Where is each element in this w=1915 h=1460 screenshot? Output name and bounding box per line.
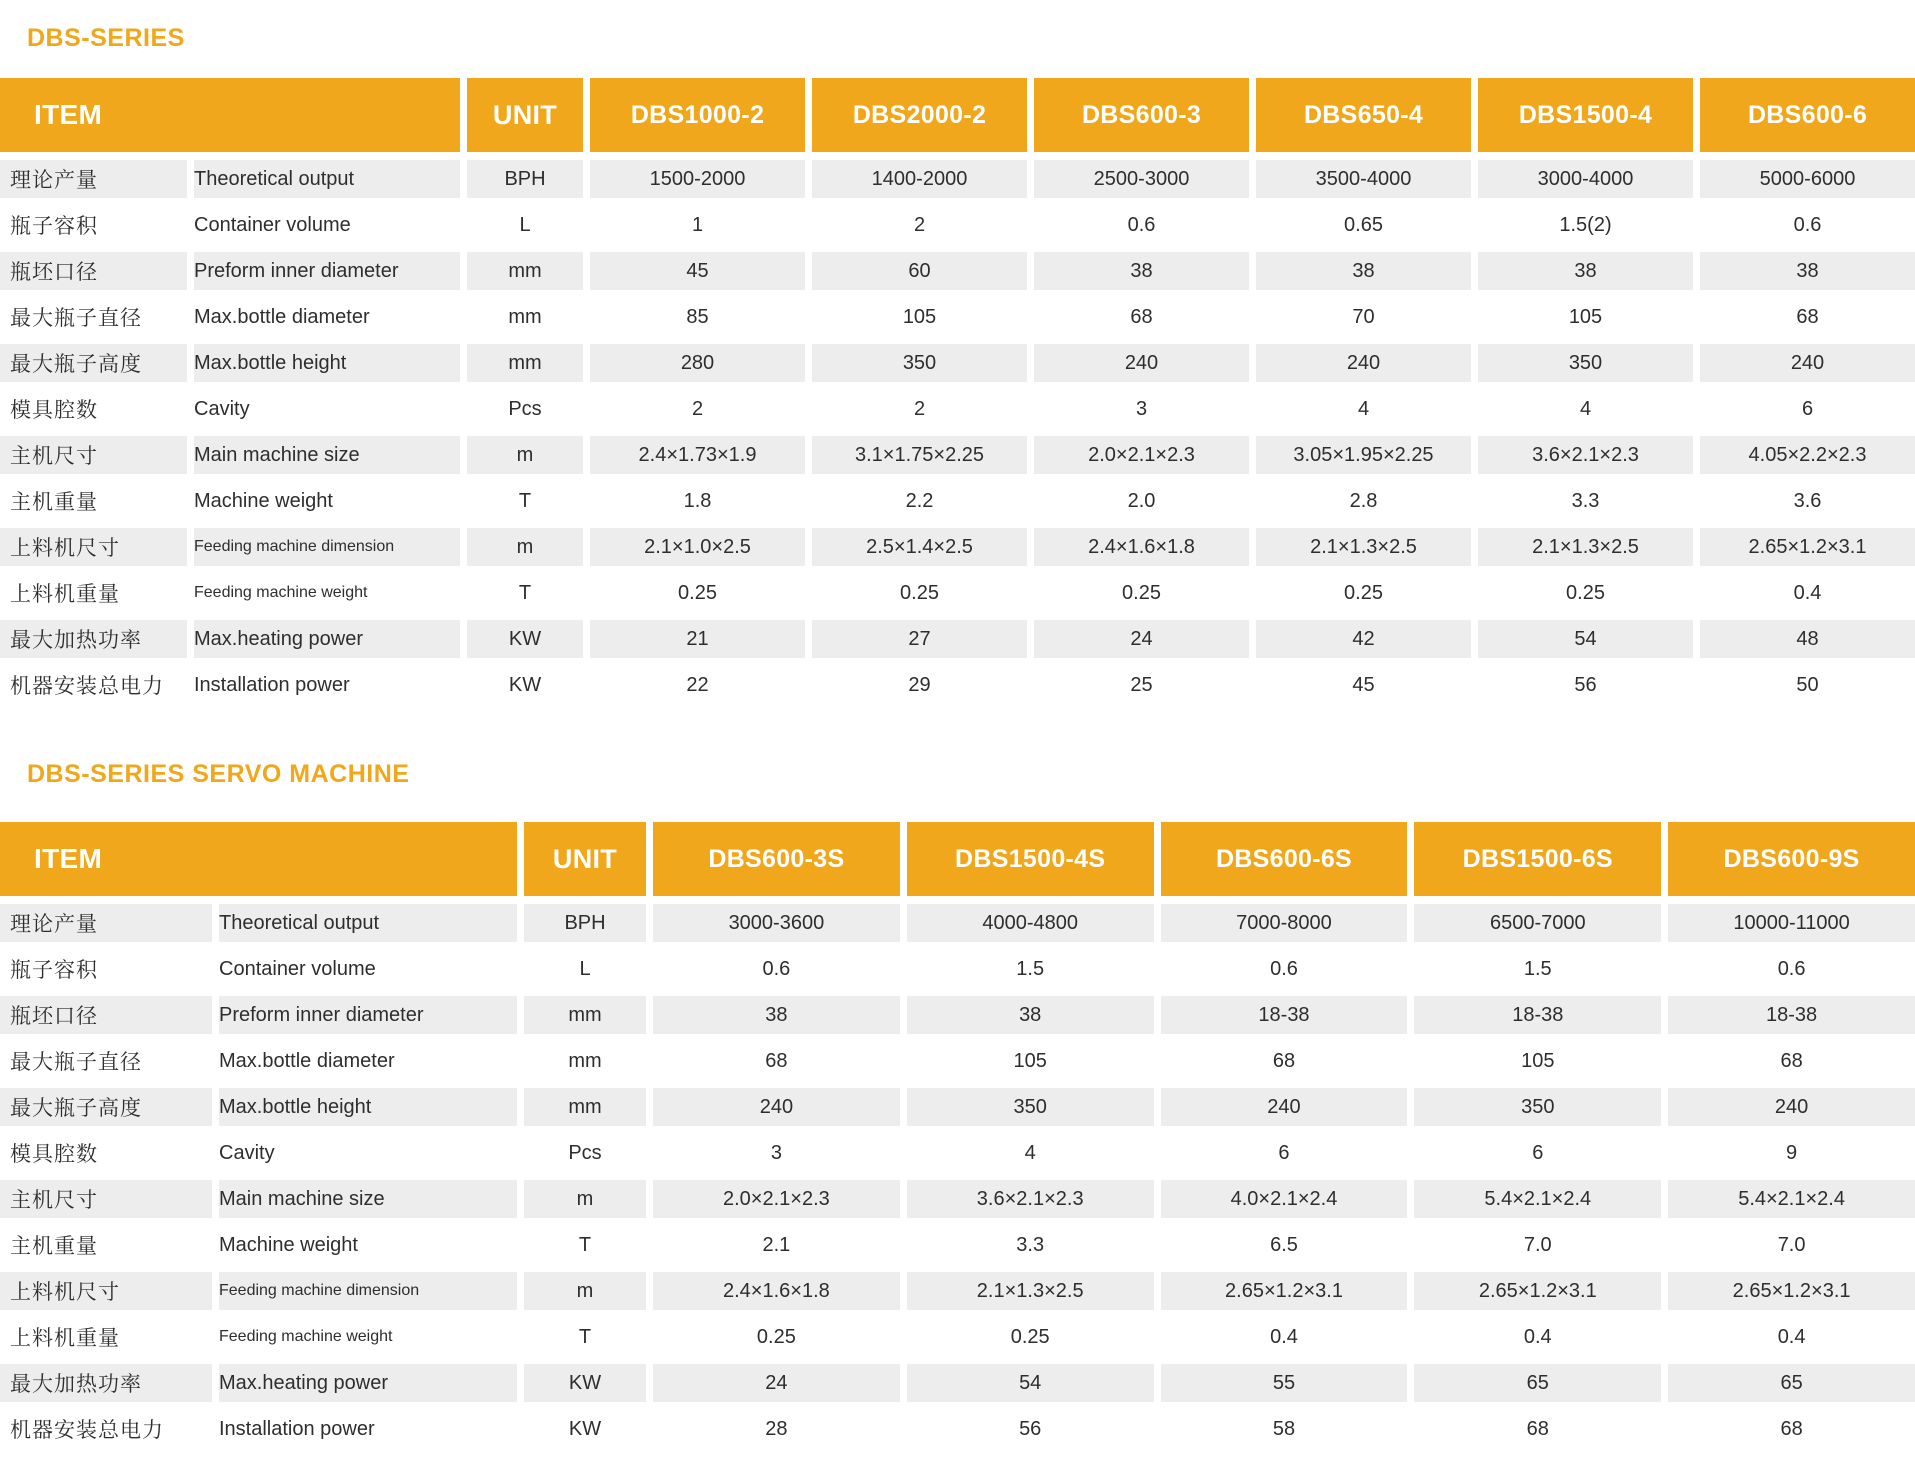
value-cell: 2.65×1.2×3.1	[1668, 1272, 1915, 1310]
value-cell: 7.0	[1523, 1233, 1552, 1256]
unit-cell: L	[519, 213, 531, 236]
value-cell: 240	[1668, 1088, 1915, 1126]
unit-cell: KW	[508, 673, 542, 696]
item-label-zh: 主机尺寸	[0, 436, 187, 474]
value-cell: 18-38	[1161, 996, 1408, 1034]
value-cell: 68	[1796, 305, 1819, 328]
item-label-zh: 主机尺寸	[0, 1180, 212, 1218]
value-cell: 29	[908, 673, 931, 696]
value-cell: 54	[1478, 620, 1693, 658]
value-cell: 3000-4000	[1478, 160, 1693, 198]
value-cell: 38	[653, 996, 900, 1034]
item-label-zh: 上料机重量	[10, 583, 120, 606]
unit-cell: BPH	[524, 904, 646, 942]
value-cell: 6	[1801, 397, 1814, 420]
value-cell: 2	[691, 397, 704, 420]
value-cell: 2.65×1.2×3.1	[1700, 528, 1915, 566]
value-cell: 0.25	[900, 581, 939, 604]
item-label-zh: 机器安装总电力	[10, 675, 164, 698]
unit-cell: T	[518, 489, 532, 512]
value-cell: 27	[812, 620, 1027, 658]
value-cell: 2.0	[1127, 489, 1156, 512]
item-label-en: Feeding machine dimension	[194, 528, 460, 566]
item-label-en: Preform inner diameter	[194, 252, 460, 290]
item-label-en: Max.heating power	[194, 620, 460, 658]
value-cell: 3	[770, 1141, 782, 1164]
item-label-en: Container volume	[219, 957, 376, 980]
item-label-en: Main machine size	[194, 436, 460, 474]
item-label-zh: 模具腔数	[10, 1143, 98, 1166]
unit-cell: KW	[568, 1417, 602, 1440]
item-label-en: Theoretical output	[219, 904, 517, 942]
unit-cell: T	[578, 1325, 592, 1348]
value-cell: 2.1×1.3×2.5	[1256, 528, 1471, 566]
value-cell: 45	[590, 252, 805, 290]
unit-cell: L	[579, 957, 591, 980]
item-label-en: Installation power	[194, 673, 350, 696]
model-header-cell: DBS2000-2	[812, 78, 1027, 152]
value-cell: 1.5	[1523, 957, 1552, 980]
model-header-cell: DBS1500-4S	[907, 822, 1154, 896]
item-label-en: Theoretical output	[194, 160, 460, 198]
value-cell: 68	[1780, 1417, 1803, 1440]
model-header-cell: DBS600-9S	[1668, 822, 1915, 896]
model-header-cell: DBS600-3S	[653, 822, 900, 896]
value-cell: 1.5	[1016, 957, 1045, 980]
item-label-en: Preform inner diameter	[219, 996, 517, 1034]
value-cell: 0.25	[1010, 1325, 1050, 1348]
value-cell: 6500-7000	[1414, 904, 1661, 942]
item-label-zh: 理论产量	[0, 904, 212, 942]
value-cell: 0.4	[1777, 1325, 1806, 1348]
value-cell: 3.6	[1793, 489, 1822, 512]
value-cell: 3	[1135, 397, 1148, 420]
value-cell: 240	[1256, 344, 1471, 382]
model-header-cell: DBS600-6	[1700, 78, 1915, 152]
value-cell: 3.05×1.95×2.25	[1256, 436, 1471, 474]
unit-cell: m	[467, 528, 583, 566]
value-cell: 4	[1024, 1141, 1036, 1164]
value-cell: 68	[1272, 1049, 1296, 1072]
unit-cell: Pcs	[508, 397, 542, 420]
value-cell: 65	[1414, 1364, 1661, 1402]
value-cell: 3.6×2.1×2.3	[907, 1180, 1154, 1218]
value-cell: 0.4	[1523, 1325, 1552, 1348]
unit-cell: BPH	[467, 160, 583, 198]
unit-cell: m	[524, 1272, 646, 1310]
item-label-zh: 机器安装总电力	[10, 1419, 164, 1442]
unit-cell: mm	[508, 305, 542, 328]
item-label-en: Main machine size	[219, 1180, 517, 1218]
item-label-en: Feeding machine dimension	[219, 1272, 517, 1310]
item-label-en: Max.bottle height	[219, 1088, 517, 1126]
value-cell: 350	[1414, 1088, 1661, 1126]
value-cell: 3000-3600	[653, 904, 900, 942]
value-cell: 240	[1700, 344, 1915, 382]
value-cell: 1	[691, 213, 704, 236]
model-header-cell: DBS650-4	[1256, 78, 1471, 152]
unit-cell: mm	[467, 344, 583, 382]
value-cell: 38	[1256, 252, 1471, 290]
value-cell: 56	[1574, 673, 1597, 696]
value-cell: 0.4	[1793, 581, 1822, 604]
value-cell: 240	[653, 1088, 900, 1126]
value-cell: 56	[1019, 1417, 1042, 1440]
unit-cell: T	[578, 1233, 592, 1256]
value-cell: 4	[1579, 397, 1592, 420]
value-cell: 55	[1161, 1364, 1408, 1402]
value-cell: 0.25	[678, 581, 717, 604]
value-cell: 2.4×1.6×1.8	[1034, 528, 1249, 566]
value-cell: 0.25	[1344, 581, 1383, 604]
value-cell: 350	[812, 344, 1027, 382]
value-cell: 68	[1130, 305, 1153, 328]
item-label-zh: 理论产量	[0, 160, 187, 198]
item-label-zh: 瓶子容积	[10, 215, 98, 238]
item-label-en: Max.bottle diameter	[219, 1049, 395, 1072]
table1-title: DBS-SERIES	[27, 24, 185, 52]
value-cell: 6	[1278, 1141, 1290, 1164]
value-cell: 2.5×1.4×2.5	[812, 528, 1027, 566]
item-label-zh: 上料机重量	[10, 1327, 120, 1350]
item-label-zh: 上料机尺寸	[0, 1272, 212, 1310]
value-cell: 105	[1013, 1049, 1047, 1072]
value-cell: 24	[653, 1364, 900, 1402]
value-cell: 24	[1034, 620, 1249, 658]
table1-header	[0, 78, 1915, 152]
value-cell: 0.25	[1122, 581, 1161, 604]
value-cell: 2.1×1.3×2.5	[1478, 528, 1693, 566]
value-cell: 280	[590, 344, 805, 382]
value-cell: 3.3	[1016, 1233, 1045, 1256]
value-cell: 0.6	[762, 957, 791, 980]
value-cell: 0.25	[756, 1325, 796, 1348]
value-cell: 350	[1478, 344, 1693, 382]
value-cell: 1500-2000	[590, 160, 805, 198]
item-label-zh: 模具腔数	[10, 399, 98, 422]
item-label-en: Machine weight	[219, 1233, 358, 1256]
value-cell: 4000-4800	[907, 904, 1154, 942]
value-cell: 105	[902, 305, 937, 328]
model-header-cell: DBS1000-2	[590, 78, 805, 152]
value-cell: 2	[913, 213, 926, 236]
item-label-zh: 最大瓶子高度	[0, 344, 187, 382]
value-cell: 3500-4000	[1256, 160, 1471, 198]
value-cell: 1.8	[683, 489, 712, 512]
value-cell: 3.6×2.1×2.3	[1478, 436, 1693, 474]
value-cell: 68	[1526, 1417, 1549, 1440]
value-cell: 2.1×1.3×2.5	[907, 1272, 1154, 1310]
value-cell: 2.2	[905, 489, 934, 512]
value-cell: 21	[590, 620, 805, 658]
value-cell: 7.0	[1777, 1233, 1806, 1256]
value-cell: 2.0×2.1×2.3	[1034, 436, 1249, 474]
item-label-en: Max.heating power	[219, 1364, 517, 1402]
item-label-en: Max.bottle diameter	[194, 305, 370, 328]
value-cell: 4	[1357, 397, 1370, 420]
item-label-zh: 瓶子容积	[10, 959, 98, 982]
value-cell: 54	[907, 1364, 1154, 1402]
value-cell: 105	[1521, 1049, 1555, 1072]
item-label-zh: 最大瓶子高度	[0, 1088, 212, 1126]
unit-cell: KW	[524, 1364, 646, 1402]
value-cell: 38	[907, 996, 1154, 1034]
value-cell: 3.3	[1571, 489, 1600, 512]
item-label-zh: 主机重量	[10, 491, 98, 514]
value-cell: 2.65×1.2×3.1	[1414, 1272, 1661, 1310]
value-cell: 2.0×2.1×2.3	[653, 1180, 900, 1218]
model-header-cell: DBS600-3	[1034, 78, 1249, 152]
value-cell: 70	[1352, 305, 1375, 328]
value-cell: 18-38	[1668, 996, 1915, 1034]
item-label-en: Container volume	[194, 213, 351, 236]
table1-body	[0, 160, 1915, 704]
value-cell: 0.65	[1344, 213, 1383, 236]
value-cell: 105	[1568, 305, 1603, 328]
value-cell: 38	[1034, 252, 1249, 290]
value-cell: 240	[1161, 1088, 1408, 1126]
model-header-cell: DBS600-6S	[1161, 822, 1408, 896]
item-header-cell: ITEM	[0, 822, 517, 896]
value-cell: 1.5(2)	[1559, 213, 1612, 236]
value-cell: 28	[765, 1417, 788, 1440]
unit-cell: Pcs	[568, 1141, 602, 1164]
value-cell: 1400-2000	[812, 160, 1027, 198]
value-cell: 25	[1130, 673, 1153, 696]
value-cell: 50	[1796, 673, 1819, 696]
value-cell: 2500-3000	[1034, 160, 1249, 198]
value-cell: 2.1×1.0×2.5	[590, 528, 805, 566]
value-cell: 9	[1786, 1141, 1798, 1164]
value-cell: 0.25	[1566, 581, 1605, 604]
item-label-en: Machine weight	[194, 489, 333, 512]
item-label-zh: 最大加热功率	[0, 620, 187, 658]
value-cell: 240	[1034, 344, 1249, 382]
value-cell: 85	[686, 305, 709, 328]
value-cell: 10000-11000	[1668, 904, 1915, 942]
value-cell: 38	[1478, 252, 1693, 290]
value-cell: 48	[1700, 620, 1915, 658]
value-cell: 6.5	[1270, 1233, 1298, 1256]
value-cell: 42	[1256, 620, 1471, 658]
value-cell: 3.1×1.75×2.25	[812, 436, 1027, 474]
unit-cell: mm	[467, 252, 583, 290]
item-label-zh: 最大加热功率	[0, 1364, 212, 1402]
value-cell: 0.6	[1777, 957, 1806, 980]
model-header-cell: DBS1500-6S	[1414, 822, 1661, 896]
unit-header-cell: UNIT	[524, 822, 646, 896]
unit-header-cell: UNIT	[467, 78, 583, 152]
value-cell: 60	[812, 252, 1027, 290]
item-label-zh: 上料机尺寸	[0, 528, 187, 566]
value-cell: 4.0×2.1×2.4	[1161, 1180, 1408, 1218]
value-cell: 45	[1352, 673, 1375, 696]
model-header-cell: DBS1500-4	[1478, 78, 1693, 152]
value-cell: 5000-6000	[1700, 160, 1915, 198]
value-cell: 7000-8000	[1161, 904, 1408, 942]
value-cell: 6	[1532, 1141, 1544, 1164]
value-cell: 5.4×2.1×2.4	[1414, 1180, 1661, 1218]
value-cell: 2.65×1.2×3.1	[1161, 1272, 1408, 1310]
value-cell: 2.8	[1349, 489, 1378, 512]
value-cell: 5.4×2.1×2.4	[1668, 1180, 1915, 1218]
value-cell: 68	[1780, 1049, 1803, 1072]
item-label-en: Feeding machine weight	[219, 1328, 393, 1345]
table2-body	[0, 904, 1915, 1448]
unit-cell: mm	[524, 996, 646, 1034]
item-label-zh: 最大瓶子直径	[10, 307, 142, 330]
table2-title: DBS-SERIES SERVO MACHINE	[27, 760, 410, 788]
item-label-en: Max.bottle height	[194, 344, 460, 382]
item-label-zh: 最大瓶子直径	[10, 1051, 142, 1074]
value-cell: 0.6	[1793, 213, 1822, 236]
item-label-en: Cavity	[219, 1141, 275, 1164]
value-cell: 0.6	[1127, 213, 1156, 236]
item-label-zh: 主机重量	[10, 1235, 98, 1258]
value-cell: 65	[1668, 1364, 1915, 1402]
table2-header	[0, 822, 1915, 896]
unit-cell: KW	[467, 620, 583, 658]
value-cell: 2.4×1.73×1.9	[590, 436, 805, 474]
unit-cell: m	[524, 1180, 646, 1218]
value-cell: 58	[1272, 1417, 1296, 1440]
value-cell: 0.6	[1270, 957, 1298, 980]
value-cell: 350	[907, 1088, 1154, 1126]
value-cell: 22	[686, 673, 709, 696]
value-cell: 0.4	[1270, 1325, 1298, 1348]
value-cell: 68	[765, 1049, 788, 1072]
value-cell: 2.1	[762, 1233, 791, 1256]
value-cell: 18-38	[1414, 996, 1661, 1034]
item-label-zh: 瓶坯口径	[0, 996, 212, 1034]
value-cell: 4.05×2.2×2.3	[1700, 436, 1915, 474]
unit-cell: T	[518, 581, 532, 604]
item-label-zh: 瓶坯口径	[0, 252, 187, 290]
unit-cell: mm	[568, 1049, 602, 1072]
unit-cell: m	[467, 436, 583, 474]
value-cell: 2.4×1.6×1.8	[653, 1272, 900, 1310]
unit-cell: mm	[524, 1088, 646, 1126]
item-label-en: Cavity	[194, 397, 250, 420]
item-label-en: Feeding machine weight	[194, 584, 368, 601]
item-header-cell: ITEM	[0, 78, 460, 152]
value-cell: 2	[913, 397, 926, 420]
value-cell: 38	[1700, 252, 1915, 290]
item-label-en: Installation power	[219, 1417, 375, 1440]
